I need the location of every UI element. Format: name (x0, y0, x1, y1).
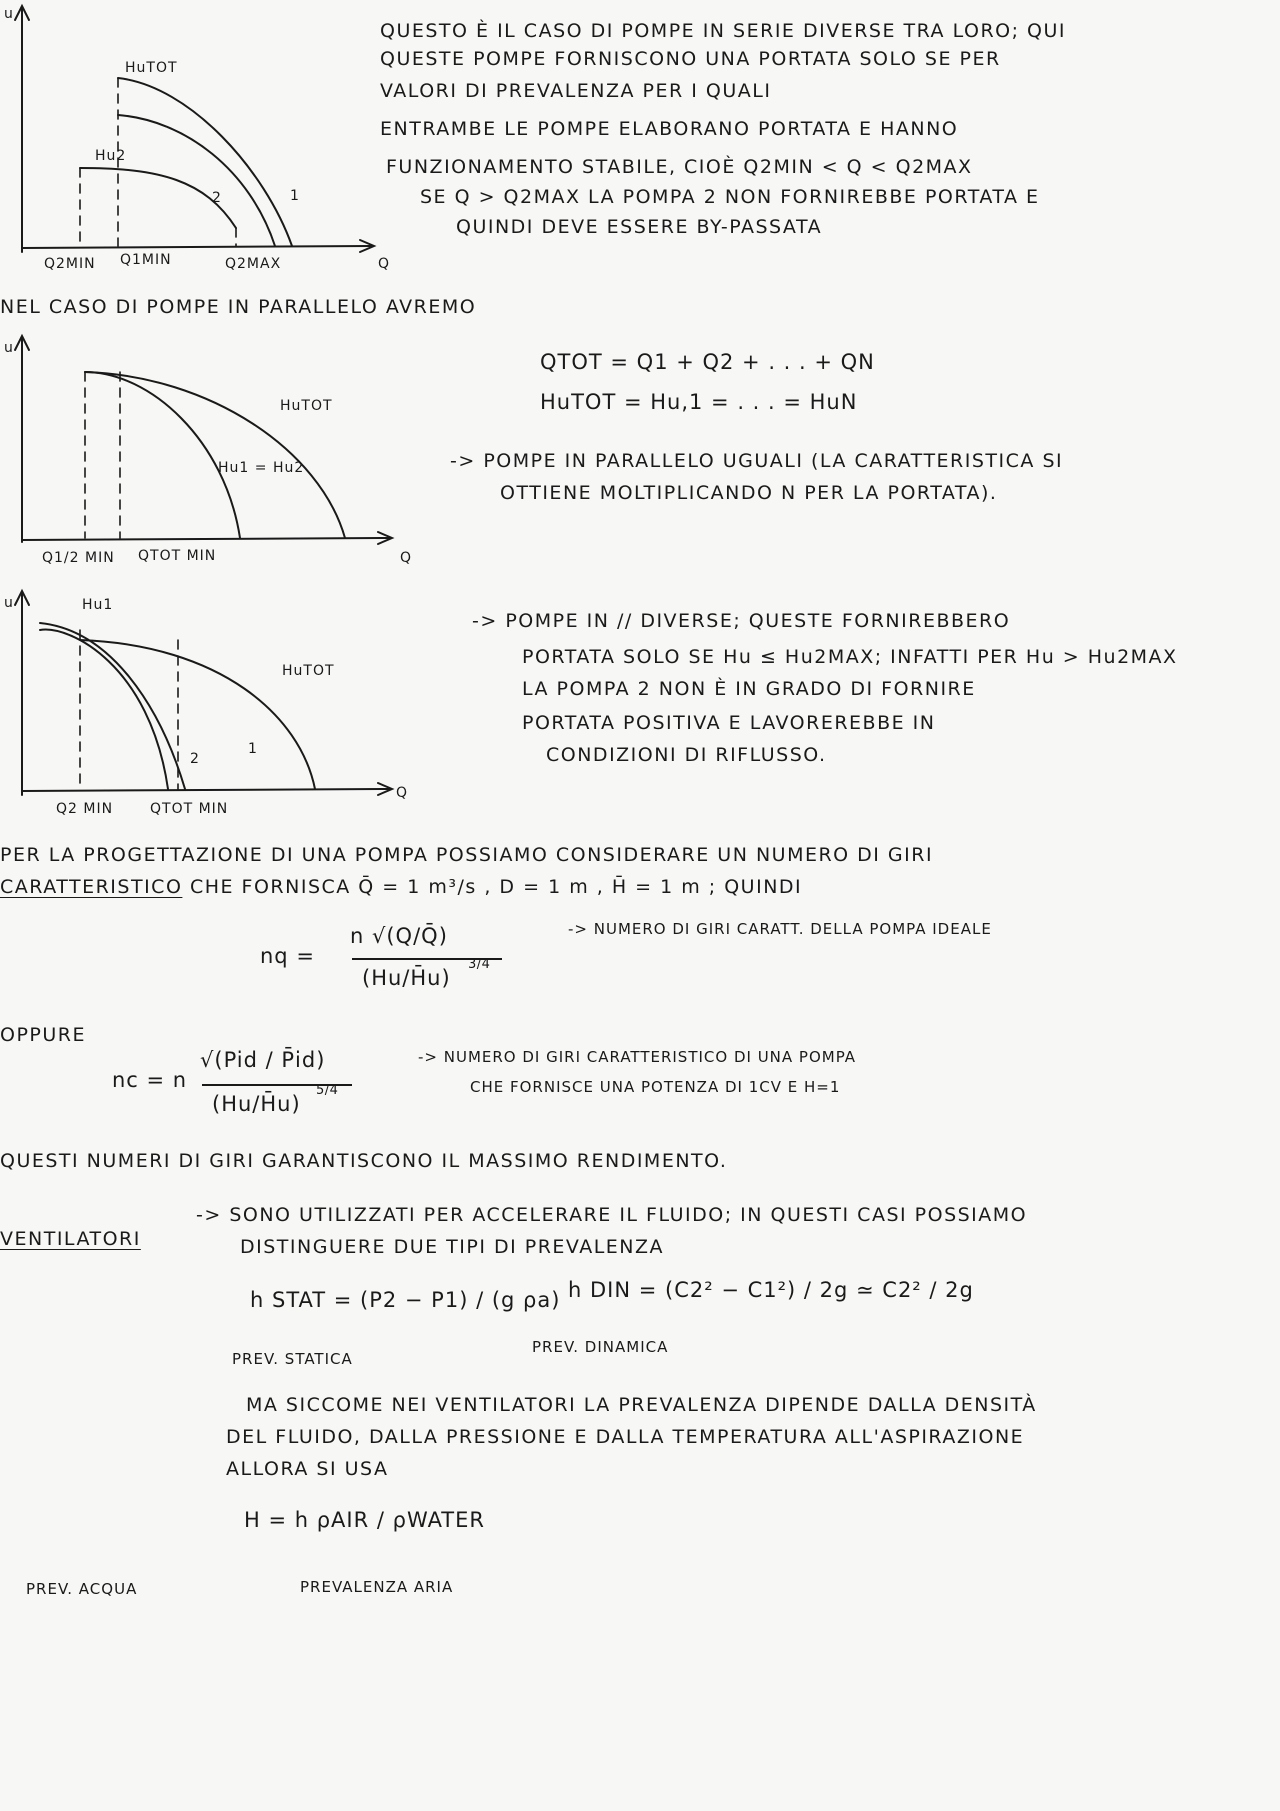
nq-exponent: 3/4 (468, 957, 491, 972)
x-axis (22, 538, 390, 540)
series-text-line-7: QUINDI DEVE ESSERE BY-PASSATA (456, 216, 823, 238)
curve-pump1 (118, 115, 275, 246)
graph1-x-label: Q (378, 256, 391, 272)
nq-numerator: n √(Q/Q̄) (350, 924, 448, 948)
series-text-line-2: QUESTE POMPE FORNISCONO UNA PORTATA SOLO SE PER (380, 48, 1001, 70)
nc-numerator: √(Pid / P̄id) (200, 1048, 326, 1072)
curve-hutot (85, 372, 345, 538)
curve-hu1-hu2 (85, 372, 240, 538)
graph1-curve2-label: 2 (212, 190, 222, 206)
graph2-x-label: Q (400, 550, 413, 566)
max-efficiency-note: QUESTI NUMERI DI GIRI GARANTISCONO IL MASSIMO RENDIMENTO. (0, 1150, 728, 1172)
graph1-hutot-label: HuTOT (125, 60, 178, 76)
fans-title: VENTILATORI (0, 1228, 141, 1250)
graph3-hutot-label: HuTOT (282, 663, 335, 679)
graph2-y-label: u (4, 340, 14, 356)
graph1-y-label: u (4, 6, 14, 22)
nq-description: -> NUMERO DI GIRI CARATT. DELLA POMPA IDEALE (568, 920, 992, 938)
nc-description-2: CHE FORNISCE UNA POTENZA DI 1CV E H=1 (470, 1078, 841, 1096)
fans-line-1: -> SONO UTILIZZATI PER ACCELERARE IL FLUIDO; IN QUESTI CASI POSSIAMO (196, 1204, 1028, 1226)
curve-hu1 (40, 630, 168, 789)
nc-denominator: (Hu/H̄u) (212, 1092, 301, 1116)
diverse-pumps-note-5: CONDIZIONI DI RIFLUSSO. (546, 744, 827, 766)
graph1-curve1-label: 1 (290, 188, 300, 204)
graph3-qtot-label: QTOT MIN (150, 801, 229, 817)
fans-line-2: DISTINGUERE DUE TIPI DI PREVALENZA (240, 1236, 665, 1258)
x-axis (22, 246, 372, 248)
graph1-q2min-label: Q2MIN (44, 256, 96, 272)
characteristic-word: CARATTERISTICO (0, 876, 183, 898)
equal-pumps-note-1: -> POMPE IN PARALLELO UGUALI (LA CARATTERISTICA SI (450, 450, 1064, 472)
graph2-hutot-label: HuTOT (280, 398, 333, 414)
series-text-line-3: VALORI DI PREVALENZA PER I QUALI (380, 80, 772, 102)
graph3-x-label: Q (396, 785, 409, 801)
series-text-line-4: ENTRAMBE LE POMPE ELABORANO PORTATA E HANNO (380, 118, 959, 140)
parallel-equal-graph (0, 330, 420, 570)
hutot-formula: HuTOT = Hu,1 = . . . = HuN (540, 390, 858, 414)
design-line-2 (0, 878, 802, 897)
design-line-1: PER LA PROGETTAZIONE DI UNA POMPA POSSIAMO CONSIDERARE UN NUMERO DI GIRI (0, 844, 934, 866)
series-text-line-1: QUESTO È IL CASO DI POMPE IN SERIE DIVERSE TRA LORO; QUI (380, 20, 1067, 42)
graph3-curve2-label: 2 (190, 751, 200, 767)
diverse-pumps-note-3: LA POMPA 2 NON È IN GRADO DI FORNIRE (522, 678, 976, 700)
graph2-q12-label: Q1/2 MIN (42, 550, 115, 566)
graph3-curve1-label: 1 (248, 741, 258, 757)
hdin-formula: h DIN = (C2² − C1²) / 2g ≃ C2² / 2g (568, 1278, 974, 1302)
nq-lhs: nq = (260, 944, 315, 968)
hstat-formula: h STAT = (P2 − P1) / (g ρa) (250, 1288, 561, 1312)
fans-density-line-3: ALLORA SI USA (226, 1458, 389, 1480)
x-axis (22, 789, 390, 791)
prev-acqua-label: PREV. ACQUA (26, 1580, 138, 1598)
nc-description-1: -> NUMERO DI GIRI CARATTERISTICO DI UNA POMPA (418, 1048, 857, 1066)
nc-exponent: 5/4 (316, 1083, 339, 1098)
nc-lhs: nc = n (112, 1068, 188, 1092)
diverse-pumps-note-1: -> POMPE IN // DIVERSE; QUESTE FORNIREBBERO (472, 610, 1011, 632)
graph1-q2max-label: Q2MAX (225, 256, 282, 272)
parallel-diverse-graph (0, 585, 420, 830)
hdin-label: PREV. DINAMICA (532, 1338, 669, 1356)
fans-density-line-2: DEL FLUIDO, DALLA PRESSIONE E DALLA TEMPERATURA ALL'ASPIRAZIONE (226, 1426, 1025, 1448)
design-line-2-rest: CHE FORNISCA Q̄ = 1 m³/s , D = 1 m , H̄ = 1 m ; QUINDI (182, 876, 803, 898)
graph3-q2-label: Q2 MIN (56, 801, 114, 817)
graph1-hu2-label: Hu2 (95, 148, 127, 164)
h-air-formula: H = h ρAIR / ρWATER (244, 1508, 485, 1532)
qtot-formula: QTOT = Q1 + Q2 + . . . + QN (540, 350, 875, 374)
graph3-hu1-label: Hu1 (82, 597, 114, 613)
diverse-pumps-note-2: PORTATA SOLO SE Hu ≤ Hu2MAX; INFATTI PER Hu > Hu2MAX (522, 646, 1178, 668)
graph1-q1min-label: Q1MIN (120, 252, 172, 268)
graph2-qtot-label: QTOT MIN (138, 548, 217, 564)
equal-pumps-note-2: OTTIENE MOLTIPLICANDO N PER LA PORTATA). (500, 482, 998, 504)
diverse-pumps-note-4: PORTATA POSITIVA E LAVOREREBBE IN (522, 712, 936, 734)
hstat-label: PREV. STATICA (232, 1350, 353, 1368)
fans-density-line-1: MA SICCOME NEI VENTILATORI LA PREVALENZA DIPENDE DALLA DENSITÀ (246, 1394, 1037, 1416)
nq-denominator: (Hu/H̄u) (362, 966, 451, 990)
series-text-line-6: SE Q > Q2MAX LA POMPA 2 NON FORNIREBBE PORTATA E (420, 186, 1040, 208)
series-pumps-graph (0, 0, 391, 275)
oppure-label: OPPURE (0, 1024, 86, 1046)
graph2-eq-label: Hu1 = Hu2 (218, 460, 305, 476)
prev-aria-label: PREVALENZA ARIA (300, 1578, 454, 1596)
graph3-y-label: u (4, 595, 14, 611)
series-text-line-5: FUNZIONAMENTO STABILE, CIOÈ Q2MIN < Q < Q2MAX (386, 156, 973, 178)
parallel-heading: NEL CASO DI POMPE IN PARALLELO AVREMO (0, 296, 477, 318)
